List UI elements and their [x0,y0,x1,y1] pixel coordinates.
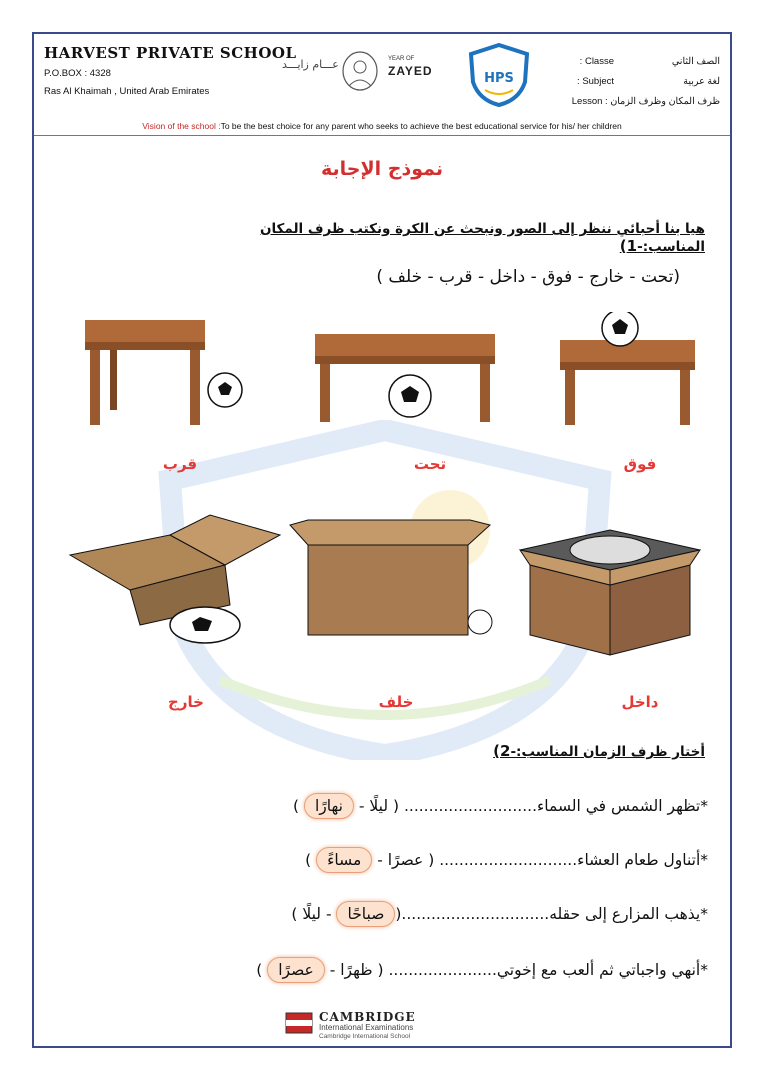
school-vision [0,121,764,131]
header-divider [34,135,730,136]
answer-behind: خلف [378,693,414,711]
table-on-ball [560,312,695,425]
q2-item-answer: صباحًا [336,901,395,927]
po-box: P.O.BOX : 4328 [44,68,111,79]
q2-item-answer: عصرًا [267,957,325,983]
q1-number: 1) [619,237,638,255]
hps-shield-logo [467,42,531,108]
q2-item-after: ) [293,797,304,815]
tables-images-row [70,312,710,430]
zayed-en-large: ZAYED [388,64,433,78]
boxes-images-row [50,495,720,665]
q2-item-after: - ليلًا ) [291,905,337,923]
lesson-line [556,96,720,107]
q2-item-text: *أنهي واجباتي ثم ألعب مع إخوتي...................... ( ظهرًا - [324,961,708,979]
table-near-ball [85,320,242,425]
q2-item-text: *تظهر الشمس في السماء........................... ( ليلًا - [353,797,708,815]
answer-key-title: نموذج الإجابة [321,158,443,180]
box-outside-ball [70,515,280,643]
cambridge-footer-logo [285,1010,485,1042]
q2-number: 2) [493,742,511,760]
q2-item-answer: مساءً [316,847,372,873]
zayed-en-small: YEAR OF [388,56,415,62]
zayed-portrait-icon [340,50,380,92]
q2-item-text: *أتناول طعام العشاء............................ ( عصرًا - [372,851,708,869]
q2-item-3 [291,901,708,927]
box-inside-ball [520,530,700,655]
q1-heading-text: هيا بنا أحبائي ننظر إلى الصور ونبحث عن الكرة ونكتب ظرف المكان المناسب:- [259,221,705,255]
address: Ras Al Khaimah , United Arab Emirates [44,86,210,97]
q2-item-answer: نهارًا [304,793,354,819]
answer-under: تحت [413,455,447,473]
cambridge-school: Cambridge International School [319,1033,411,1040]
q2-item-text: *يذهب المزارع إلى حقله..............................( [395,905,708,923]
cambridge-exams: International Examinations [319,1023,414,1032]
cambridge-crest-icon [285,1012,313,1034]
lesson-label: Lesson : [571,96,608,107]
q2-item-2 [305,847,708,873]
lesson-value: ظرف المكان وظرف الزمان [610,96,720,107]
school-name: HARVEST PRIVATE SCHOOL [44,44,297,62]
answer-outside: خارج [168,693,204,711]
table-under-ball [315,334,495,422]
q1-heading [200,221,705,255]
cambridge-title: CAMBRIDGE [319,1010,416,1024]
q1-options: (تحت - خارج - فوق - داخل - قرب - خلف ) [376,267,680,287]
answer-above: فوق [623,455,657,473]
classe-label: Classe : [579,56,614,67]
answer-near: قرب [162,455,198,473]
classe-value: الصف الثاني [671,56,720,67]
q2-item-4 [256,957,708,983]
q2-item-after: ) [305,851,317,869]
q2-item-after: ) [256,961,268,979]
box-behind-ball [290,520,492,635]
subject-label: Subject : [577,76,614,87]
vision-label: Vision of the school : [142,121,221,131]
hps-logo-text: HPS [484,71,514,86]
q2-heading [400,742,705,760]
subject-value: لغة عربية [683,76,720,87]
answer-inside: داخل [621,693,659,711]
year-of-zayed-logo [282,50,442,92]
q2-item-1 [293,793,708,819]
vision-text: To be the best choice for any parent who seeks to achieve the best educational service for his/ her children [220,121,622,131]
q2-heading-text: أختار ظرف الزمان المناسب:- [510,744,705,760]
zayed-arabic-text: عـــام زايـــد [282,58,339,71]
